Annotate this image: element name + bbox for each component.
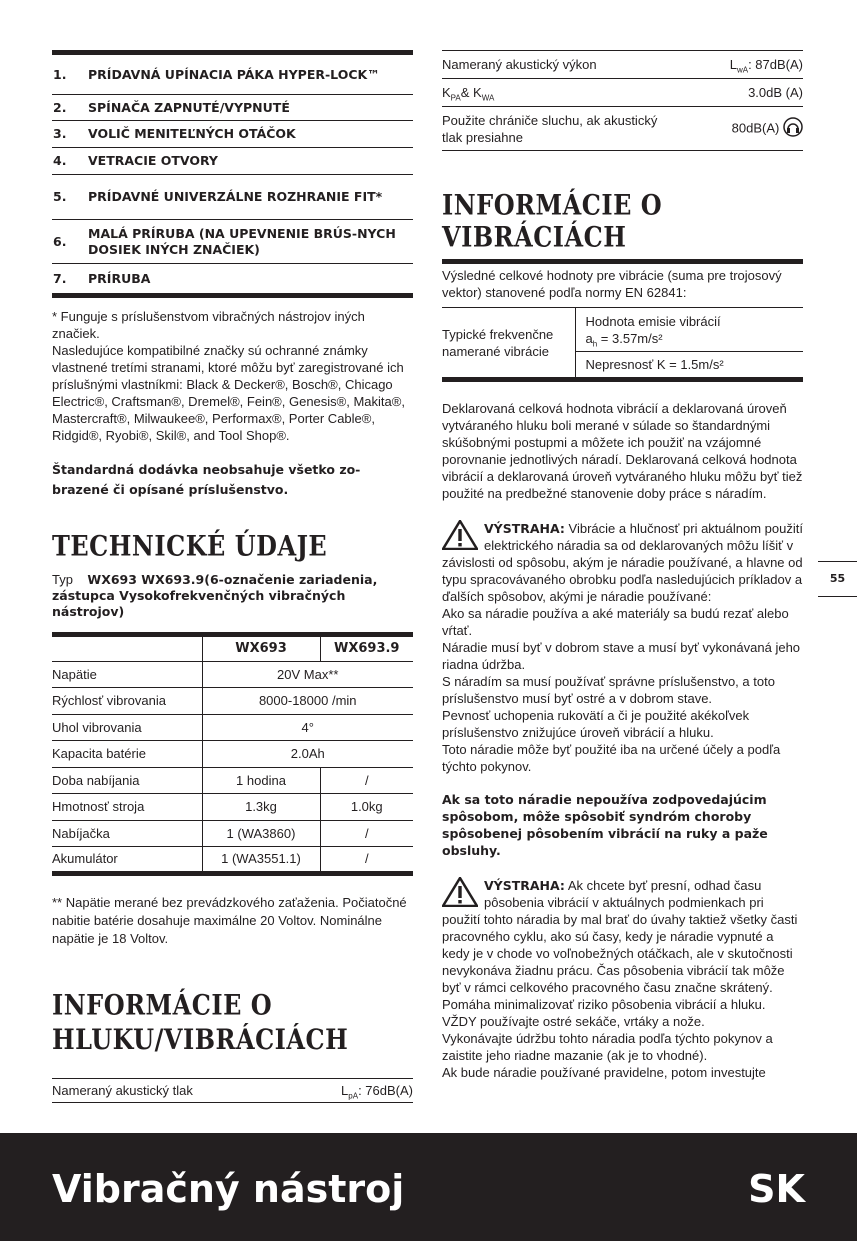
warning-1-body [442,520,803,605]
vib-heading: INFORMÁCIE O VIBRÁCIÁCH [442,187,663,254]
spec-header-empty [52,635,202,662]
part-number: 5. [52,175,88,220]
warning-2-text: Ak chcete byť presní, odhad času pôsobenia vibrácií v aktuálnych podmienkach pri použití tohto náradia by mal brať do úvahy taktiež všetky časti pracovného cyklu, ako sú časy, kedy je náradie vypnuté a kedy je v chode vo voľnobežných otáčkach, ale v skutočnosti nevykonáva žiadnu prácu. Čas pôsobenia vibrácií tak môže byť v rámci celkového pracovného času značne skrátený. [442,878,798,995]
spec-value: 1 (WA3860) [202,820,320,847]
warning-1-text: Vibrácie a hlučnosť pri aktuálnom použití elektrického náradia sa od deklarovaných môžu líšiť v závislosti od spôsobu, akým je náradie používané, a hlavne od typu spracovávaného obrobku podľa nasledujúcich príkladov a ďalších spôsobov, akými je náradie používané: [442,521,803,604]
part-number: 6. [52,220,88,264]
warning-2-body [442,877,803,996]
part-name: VETRACIE OTVORY [88,148,413,175]
parts-row [52,95,413,121]
tech-heading: TECHNICKÉ ÚDAJE [52,528,328,563]
noise-heading: INFORMÁCIE O HLUKU/VIBRÁCIÁCH [52,987,349,1056]
part-name: PRÍDAVNÉ UNIVERZÁLNE ROZHRANIE FIT* [88,175,413,220]
part-name: PRÍDAVNÁ UPÍNACIA PÁKA HYPER-LOCK™ [88,53,413,95]
vib-emission-cell [575,308,803,352]
noise-row [442,107,803,151]
part-name: PRÍRUBA [88,264,413,296]
noise-pressure-cell [291,1078,413,1102]
spec-label: Doba nabíjania [52,767,202,794]
noise-pressure-label: Nameraný akustický tlak [52,1078,291,1102]
part-number: 1. [52,53,88,95]
vib-uncertainty: Nepresnosť K = 1.5m/s² [575,352,803,380]
spec-col1: WX693 [202,635,320,662]
warning-2-item: Ak bude náradie používané pravidelne, potom investujte [442,1065,766,1080]
vib-emission-sub: h [592,339,598,349]
spec-value: 1.0kg [320,794,413,821]
noise-pressure-value: : 76dB(A) [358,1082,413,1098]
spec-row [52,794,413,821]
k-symbol-b: & K [460,85,482,100]
k-symbol-a: K [442,85,451,100]
warning-2 [442,877,803,1081]
parts-row [52,148,413,175]
warning-1-item: S náradím sa musí používať správne príslušenstvo, a toto príslušenstvo musí byť ostré a v dobrom stave. [442,674,775,706]
spec-label: Akumulátor [52,847,202,874]
noise-pressure-symbol: L [341,1082,349,1098]
noise-power-table [442,50,803,151]
warning-1-title: VÝSTRAHA: [484,521,565,536]
spec-value: / [320,767,413,794]
part-name: MALÁ PRÍRUBA (NA UPEVNENIE BRÚS-NYCH DOSIEK INÝCH ZNAČIEK) [88,220,413,264]
fit-footnote: * Funguje s príslušenstvom vibračných nástrojov iných značiek. [52,309,365,341]
ear-protection-icon [783,117,803,141]
noise-pressure-sub: pA [348,1091,359,1101]
warning-2-item: VŽDY používajte ostré sekáče, vrtáky a nože. [442,1014,705,1029]
page-number: 55 [818,561,857,597]
parts-row [52,53,413,95]
spec-col2: WX693.9 [320,635,413,662]
spec-value: / [320,820,413,847]
spec-value: / [320,847,413,874]
noise-pressure-table [52,1078,413,1103]
noise-row [442,51,803,79]
spec-table [52,632,413,876]
footer-bar [0,1133,857,1241]
spec-label: Uhol vibrovania [52,714,202,741]
noise-power-cell [672,51,803,79]
standard-delivery-note: Štandardná dodávka neobsahuje všetko zo-brazené či opísané príslušenstvo. [52,462,361,497]
noise-k-value: 3.0dB (A) [672,79,803,107]
spec-row [52,847,413,874]
vib-table [442,307,803,382]
warning-2-item: Vykonávajte údržbu tohto náradia podľa týchto pokynov a zaistite jeho riadne mazanie (ak je to vhodné). [442,1031,773,1063]
part-number: 2. [52,95,88,121]
spec-label: Kapacita batérie [52,741,202,768]
spec-row [52,714,413,741]
warning-2-item: Pomáha minimalizovať riziko pôsobenia vibrácií a hluku. [442,997,766,1012]
part-name: VOLIČ MENITEĽNÝCH OTÁČOK [88,121,413,148]
noise-protect-label: Použite chrániče sluchu, ak akustický tlak presiahne [442,107,672,151]
noise-power-sub: wA [736,65,749,75]
spec-value: 1 hodina [202,767,320,794]
vib-emission-label: Hodnota emisie vibrácií [585,313,721,329]
vib-emission-value: = 3.57m/s² [597,330,663,346]
voltage-note: ** Napätie merané bez prevádzkového zaťaženia. Počiatočné nabitie batérie dosahuje maximálne 20 Voltov. Nominálne napätie je 18 Voltov. [52,894,407,946]
part-number: 3. [52,121,88,148]
spec-row [52,820,413,847]
warning-1-item: Toto náradie môže byť použité iba na určené účely a podľa týchto pokynov. [442,742,781,774]
vib-intro-box [442,259,803,301]
spec-label: Napätie [52,661,202,688]
spec-label: Nabíjačka [52,820,202,847]
noise-protect-cell [672,107,803,151]
part-number: 4. [52,148,88,175]
noise-row [52,1078,413,1102]
vib-intro: Výsledné celkové hodnoty pre vibrácie (suma pre trojosový vektor) stanovené podľa normy EN 62841: [442,268,782,300]
type-line [52,572,413,620]
warning-triangle-icon [442,877,478,907]
k-sub-a: PA [450,93,461,103]
parts-row [52,175,413,220]
spec-row [52,741,413,768]
noise-power-value: : 87dB(A) [748,57,803,72]
warning-triangle-icon [442,520,478,550]
noise-k-label [442,79,672,107]
warning-2-title: VÝSTRAHA: [484,878,565,893]
declared-text: Deklarovaná celková hodnota vibrácií a deklarovaná úroveň vytváraného hluku boli merané v súlade so štandardnými skúšobnými postupmi a môžete ich použiť na vzájomné porovnanie jednotlivých náradí. Deklarovaná celková hodnota vibrácií a deklarovaná úroveň vytváraného hluku môžu byť tiež použité na predbežné stanovenie doby práce s náradím. [442,401,803,501]
spec-label: Rýchlosť vibrovania [52,688,202,715]
spec-value: 2.0Ah [202,741,413,768]
spec-value: 1 (WA3551.1) [202,847,320,874]
k-sub-b: WA [481,93,495,103]
parts-list [52,50,413,298]
spec-value: 4° [202,714,413,741]
part-name: SPÍNAČA ZAPNUTÉ/VYPNUTÉ [88,95,413,121]
footer-title: Vibračný nástroj [52,1167,405,1211]
spec-label: Hmotnosť stroja [52,794,202,821]
parts-row [52,220,413,264]
warning-1-item: Náradie musí byť v dobrom stave a musí byť vykonávaná jeho riadna údržba. [442,640,801,672]
noise-protect-value: 80dB(A) [731,119,780,135]
spec-row [52,688,413,715]
part-number: 7. [52,264,88,296]
spec-value: 8000-18000 /min [202,688,413,715]
left-column [52,50,413,1103]
spec-row [52,767,413,794]
vib-emission-symbol: a [585,330,593,346]
warning-1 [442,520,803,775]
noise-row [442,79,803,107]
footer-language: SK [748,1167,805,1211]
spec-value: 1.3kg [202,794,320,821]
warning-1-item: Pevnosť uchopenia rukovätí a či je použité akékoľvek príslušenstvo znižujúce úroveň vibrácií a hluku. [442,708,750,740]
spec-value: 20V Max** [202,661,413,688]
spec-header-row [52,635,413,662]
noise-power-label: Nameraný akustický výkon [442,51,672,79]
noise-power-symbol: L [729,57,737,72]
type-label: Typ [52,572,73,587]
vib-row [442,308,803,352]
right-column [442,50,803,1081]
vib-emission-value-line [586,330,804,347]
brands-text: Nasledujúce kompatibilné značky sú ochranné známky vlastnené tretími stranami, ktoré môžu byť zaregistrované ich príslušnými vlastníkmi: Black & Decker®, Bosch®, Chicago Electric®, Craftsman®, Dremel®, Fein®, Genesis®, Makita®, Mastercraft®, Milwaukee®, Performax®, Porter Cable®, Ridgid®, Ryobi®, Skil®, and Tool Shop®. [52,343,405,443]
bold-warning: Ak sa toto náradie nepoužíva zodpovedajúcim spôsobom, môže spôsobiť syndróm choroby spôsobenej pôsobením vibrácií na ruky a paže obsluhy. [442,792,768,858]
warning-1-item: Ako sa náradie používa a aké materiály sa budú rezať alebo vŕtať. [442,606,789,638]
parts-row [52,121,413,148]
spec-row [52,661,413,688]
parts-row [52,264,413,296]
type-value: WX693 WX693.9(6-označenie zariadenia, zástupca Vysokofrekvenčných vibračných nástrojov) [52,572,378,619]
vib-typical-label: Typické frekvenčne namerané vibrácie [442,308,575,380]
